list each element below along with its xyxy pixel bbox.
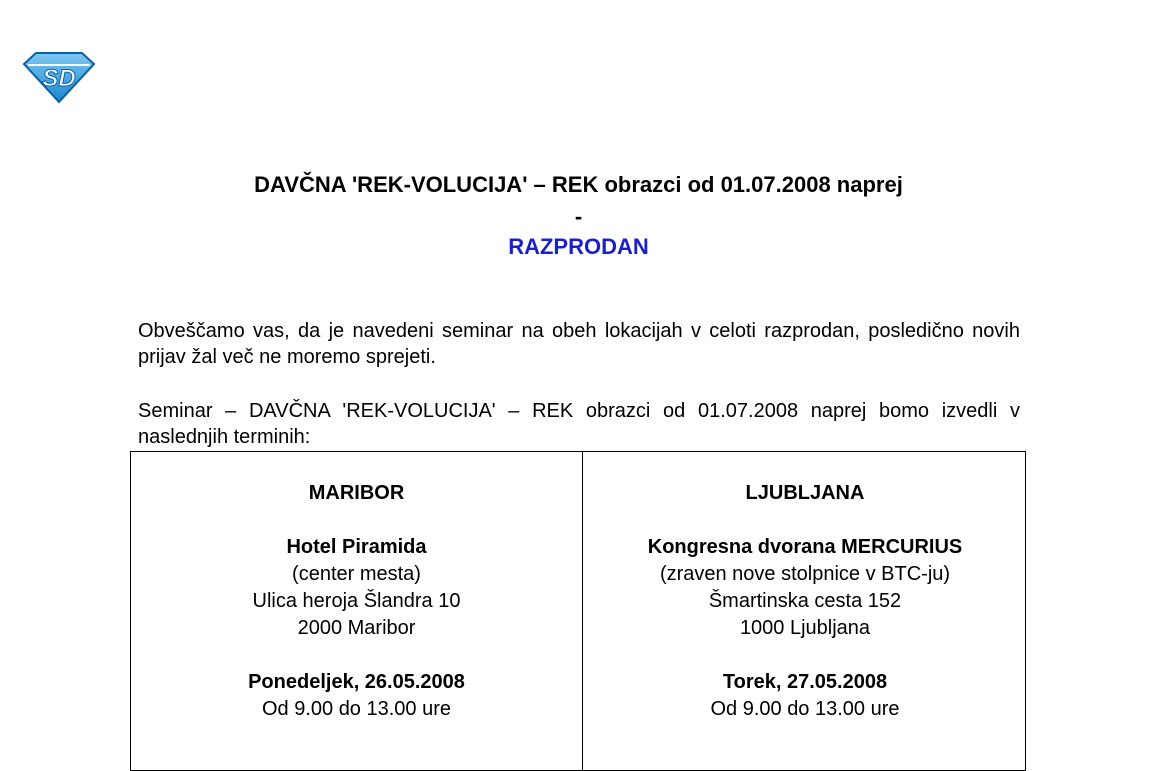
location-postal: 1000 Ljubljana [739, 617, 871, 639]
location-date: Ponedeljek, 26.05.2008 [248, 671, 465, 693]
svg-text:SD: SD [42, 65, 76, 92]
company-logo [22, 50, 96, 104]
location-maribor [131, 452, 583, 770]
location-venue: Kongresna dvorana MERCURIUS [647, 536, 963, 558]
location-ljubljana [583, 452, 1027, 770]
location-street: Ulica heroja Šlandra 10 [252, 590, 461, 612]
sold-out-status: RAZPRODAN [508, 234, 649, 259]
location-date: Torek, 27.05.2008 [722, 671, 888, 693]
location-street: Šmartinska cesta 152 [708, 590, 902, 612]
schedule-intro: Seminar – DAVČNA 'REK-VOLUCIJA' – REK obrazci od 01.07.2008 naprej bomo izvedli v naslednjih terminih: [138, 400, 1020, 448]
location-note: (center mesta) [292, 563, 421, 585]
location-city: MARIBOR [308, 482, 405, 504]
page-title: DAVČNA 'REK-VOLUCIJA' – REK obrazci od 01.07.2008 naprej [254, 172, 903, 197]
location-postal: 2000 Maribor [297, 617, 416, 639]
locations-table [130, 451, 1026, 771]
sold-out-notice: Obveščamo vas, da je navedeni seminar na obeh lokacijah v celoti razprodan, posledično novih prijav žal več ne moremo sprejeti. [138, 320, 1020, 368]
location-city: LJUBLJANA [745, 482, 865, 504]
title-separator: - [574, 204, 583, 229]
location-note: (zraven nove stolpnice v BTC-ju) [659, 563, 951, 585]
location-time: Od 9.00 do 13.00 ure [710, 698, 900, 720]
location-time: Od 9.00 do 13.00 ure [261, 698, 452, 720]
location-venue: Hotel Piramida [286, 536, 427, 558]
